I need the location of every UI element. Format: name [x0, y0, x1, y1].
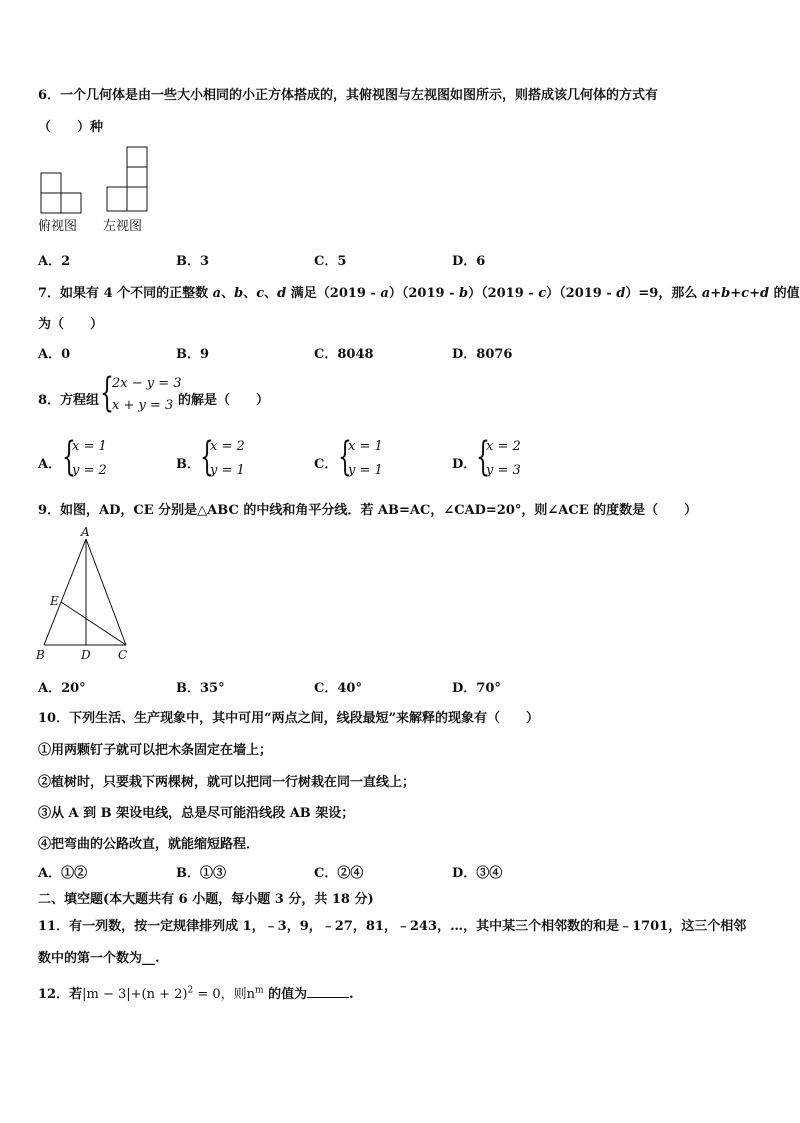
- q9-stem: 9．如图，AD，CE 分别是△ABC 的中线和角平分线．若 AB=AC，∠CAD=20°，则∠ACE 的度数是（ ）: [38, 503, 698, 518]
- q10-option-a: A．①②: [38, 866, 88, 881]
- q6-views-figure: [38, 145, 158, 215]
- q7-option-a: A．0: [38, 347, 71, 362]
- label-a: A: [81, 525, 90, 539]
- q8-option-c-row2: y = 1: [348, 463, 383, 478]
- q8-option-a-row2: y = 2: [72, 463, 107, 478]
- segment-ce: [61, 602, 126, 645]
- option-letter: D．: [452, 457, 477, 472]
- top-view-diagram: [41, 173, 81, 213]
- q8-option-b-row2: y = 1: [210, 463, 245, 478]
- left-brace-icon: {: [100, 370, 114, 416]
- section-2-heading: 二、填空题(本大题共有 6 小题，每小题 3 分，共 18 分): [38, 892, 374, 907]
- q6-stem-line1: 6．一个几何体是由一些大小相同的小正方体搭成的，其俯视图与左视图如图所示，则搭成该几何体的方式有: [38, 88, 659, 103]
- q10-stem: 10．下列生活、生产现象中，其中可用“两点之间，线段最短”来解释的现象有（ ）: [38, 711, 540, 726]
- label-b: B: [36, 648, 45, 662]
- q12-abs-expression: m − 3: [86, 987, 127, 1002]
- left-brace-icon: {: [200, 434, 214, 480]
- q9-option-d: D．70°: [452, 681, 501, 696]
- q10-option-c: C．②④: [314, 866, 364, 881]
- q10-item-2: ②植树时，只要栽下两棵树，就可以把同一行树栽在同一直线上；: [38, 775, 416, 790]
- segment-ac: [86, 539, 126, 645]
- q8-prefix: 8．方程组: [38, 393, 100, 408]
- q6-stem-line2: （ ）种: [38, 120, 104, 135]
- q7-stem-line1: 7．如果有 4 个不同的正整数 a、b、c、d 满足（2019 - a）（2019 - b）（2019 - c）（2019 - d）=9，那么 a+b+c+d 的值: [38, 286, 800, 301]
- q11-stem-line1: 11．有一列数，按一定规律排列成 1，﹣3，9，﹣27，81，﹣243，…，其中某三个相邻数的和是﹣1701，这三个相邻: [38, 919, 747, 934]
- segment-ab: [44, 539, 86, 645]
- q8-option-a-row1: x = 1: [72, 439, 107, 454]
- q10-item-3: ③从 A 到 B 架设电线，总是尽可能沿线段 AB 架设；: [38, 806, 355, 821]
- label-c: C: [118, 648, 128, 662]
- top-view-caption: 俯视图: [38, 219, 78, 234]
- q6-option-d: D．6: [452, 254, 486, 269]
- left-brace-icon: {: [62, 434, 76, 480]
- q8-option-c-row1: x = 1: [348, 439, 383, 454]
- q6-option-c: C．5: [314, 254, 347, 269]
- option-letter: A．: [38, 457, 62, 472]
- label-e: E: [50, 594, 59, 608]
- q10-option-d: D．③④: [452, 866, 503, 881]
- q12-answer-blank: [307, 985, 349, 998]
- q8-option-d-row1: x = 2: [486, 439, 521, 454]
- q9-triangle-diagram: [30, 525, 140, 665]
- q8-equation-1: 2x − y = 3: [112, 376, 182, 391]
- q8-suffix: 的解是（ ）: [178, 393, 270, 408]
- q7-option-b: B．9: [176, 347, 210, 362]
- q6-option-a: A．2: [38, 254, 71, 269]
- q6-option-b: B．3: [176, 254, 210, 269]
- q12-stem: 12．若$|m - 3|+(n + 2)^2 = 0$，则$n^m$ 的值为 .: [38, 985, 354, 1002]
- left-view-diagram: [107, 147, 147, 211]
- q7-stem-line2: 为（ ）: [38, 317, 104, 332]
- q10-item-4: ④把弯曲的公路改直，就能缩短路程．: [38, 837, 260, 852]
- q11-stem-line2: 数中的第一个数为__.: [38, 951, 160, 966]
- left-view-caption: 左视图: [103, 219, 143, 234]
- left-brace-icon: {: [338, 434, 352, 480]
- q10-option-b: B．①③: [176, 866, 226, 881]
- option-letter: B．: [176, 457, 200, 472]
- left-brace-icon: {: [476, 434, 490, 480]
- q10-item-1: ①用两颗钉子就可以把木条固定在墙上；: [38, 743, 273, 758]
- q7-option-d: D．8076: [452, 347, 513, 362]
- q8-equation-2: x + y = 3: [112, 398, 174, 413]
- q8-option-d-row2: y = 3: [486, 463, 521, 478]
- q9-option-b: B．35°: [176, 681, 225, 696]
- q9-option-c: C．40°: [314, 681, 362, 696]
- q9-option-a: A．20°: [38, 681, 86, 696]
- q7-option-c: C．8048: [314, 347, 374, 362]
- q8-option-b-row1: x = 2: [210, 439, 245, 454]
- label-d: D: [81, 648, 91, 662]
- option-letter: C．: [314, 457, 338, 472]
